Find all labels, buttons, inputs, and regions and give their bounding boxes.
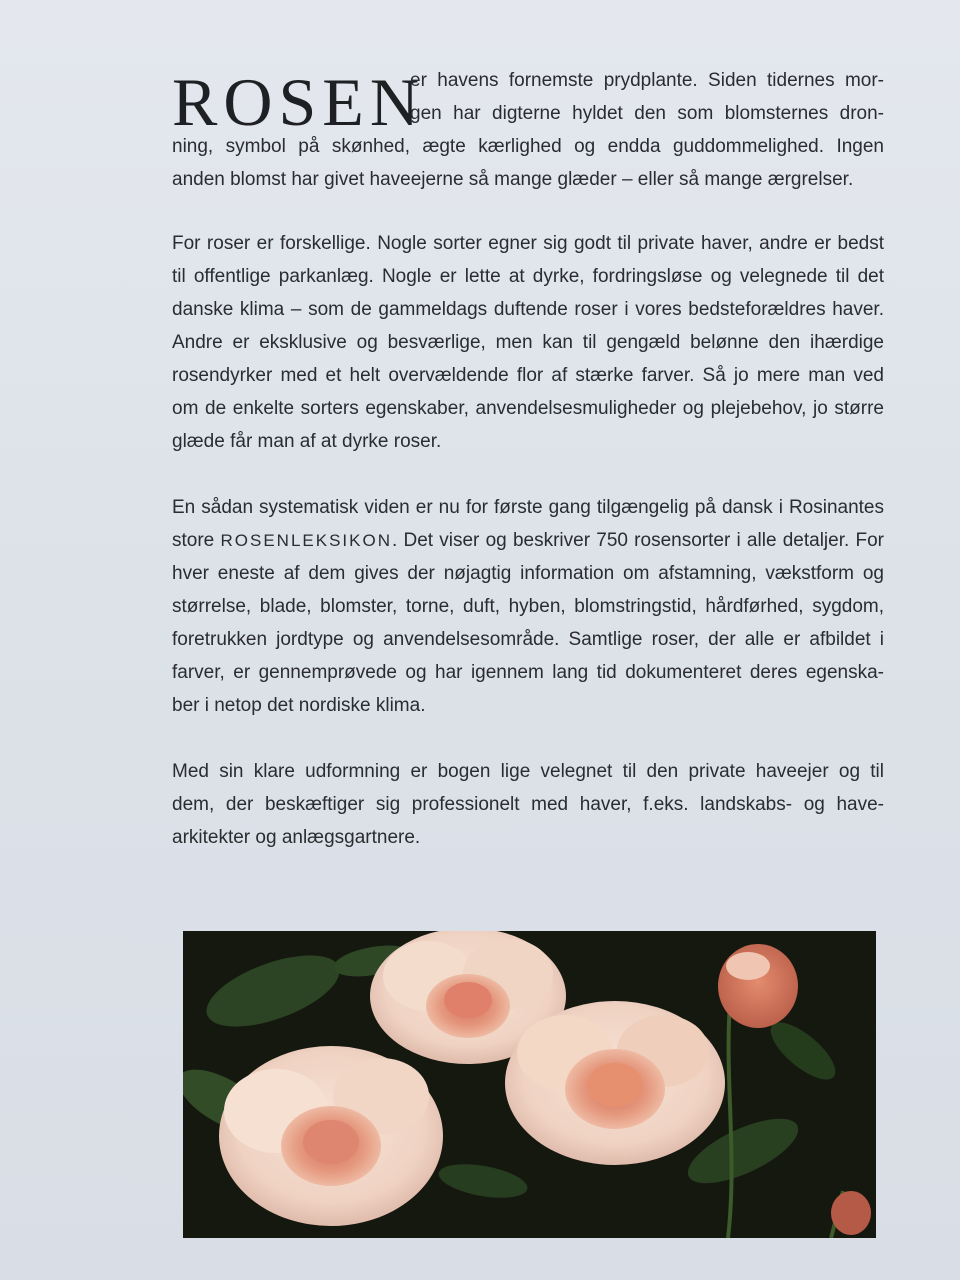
paragraph-4-line: Med sin klare udformning er bogen lige velegnet til den private haveejer og til [172,761,884,782]
paragraph-4-line: arkitekter og anlægsgartnere. [172,827,421,848]
paragraph-4-line: dem, der beskæftiger sig professionelt med haver, f.eks. landskabs- og have- [172,794,884,815]
paragraph-3-line: hver eneste af dem gives der nøjagtig information om afstamning, vækstform og [172,563,884,584]
paragraph-2-line: For roser er forskellige. Nogle sorter egner sig godt til private haver, andre er bedst [172,233,884,254]
paragraph-3-line: farver, er gennemprøvede og har igennem lang tid dokumenteret deres egenska- [172,662,884,683]
cover-text [172,64,884,854]
paragraph-3-line: En sådan systematisk viden er nu for første gang tilgængelig på dansk i Rosinantes [172,497,884,518]
paragraph-3-store: store [172,530,215,551]
paragraph-2-line: rosendyrker med et helt overvældende flor af stærke farver. Så jo mere man ved [172,365,884,386]
paragraph-2-line: glæde får man af at dyrke roser. [172,431,442,452]
paragraph-3-line: ber i netop det nordiske klima. [172,695,426,716]
paragraph-2-line: Andre er eksklusive og besværlige, men kan til gengæld belønne den ihærdige [172,332,884,353]
roses-photo [183,931,876,1238]
paragraph-2-line: om de enkelte sorters egenskaber, anvendelsesmuligheder og plejebehov, jo større [172,398,884,419]
intro-paragraph [172,64,884,194]
paragraph-4 [172,755,884,854]
rose-left [219,1046,443,1226]
intro-line-2: gen har digterne hyldet den som blomsternes dron- [410,103,884,124]
paragraph-3-line: foretrukken jordtype og anvendelsesområde. Samtlige roser, der alle er afbildet i [172,629,884,650]
book-title-caps: ROSENLEKSIKON [220,531,392,550]
paragraph-2 [172,227,884,458]
paragraph-3-line [172,524,884,557]
paragraph-3-line: størrelse, blade, blomster, torne, duft, hyben, blomstringstid, hårdførhed, sygdom, [172,596,884,617]
paragraph-3 [172,491,884,722]
paragraph-2-line: til offentlige parkanlæg. Nogle er lette at dyrke, fordringsløse og velegnede til det [172,266,884,287]
intro-line-4: anden blomst har givet haveejerne så mange glæder – eller så mange ærgrelser. [172,169,854,190]
drop-word-rosen: ROSEN [172,64,425,140]
paragraph-2-line: danske klima – som de gammeldags duftende roser i vores bedsteforældres haver. [172,299,884,320]
intro-line-1: er havens fornemste prydplante. Siden tidernes mor- [410,70,884,91]
rose-right [505,1001,725,1165]
intro-line-3: ning, symbol på skønhed, ægte kærlighed og endda guddommelighed. Ingen [172,136,884,157]
paragraph-3-line-rest: . Det viser og beskriver 750 rosensorter i alle detaljer. For [391,530,885,551]
rose-bud [718,944,798,1028]
